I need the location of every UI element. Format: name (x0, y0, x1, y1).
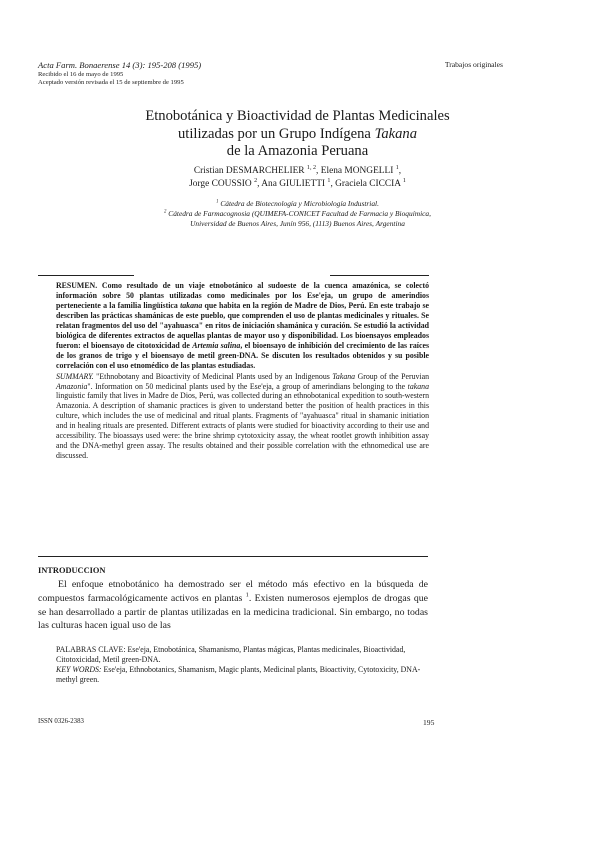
summary-text: ". Information on 50 medicinal plants used by the Ese'eja, a group of amerindians belonging to the (87, 381, 406, 391)
divider-abstract-end (38, 556, 428, 557)
affil-text: Cátedra de Biotecnología y Microbiología Industrial. (220, 199, 379, 208)
resumen-label: RESUMEN. (56, 281, 98, 290)
affil-text: Cátedra de Farmacognosia (QUIMEFA-CONICET Facultad de Farmacia y Bioquímica, (168, 209, 431, 218)
title-line-1: Etnobotánica y Bioactividad de Plantas Medicinales (145, 108, 450, 124)
intro-text: . Existen numerosos ejemplos de drogas que se han desarrollado a partir de plantas utilizadas en la medicina tradicional. Sin embargo, no todas las culturas hacen igual uso de las (38, 592, 429, 632)
resumen (56, 281, 429, 371)
authors-line-1: Cristian DESMARCHELIER $^{1, 2}$, Elena MONGELLI $^1$, (193, 164, 402, 176)
palabras-clave (56, 645, 429, 665)
resumen-text: Como resultado de un viaje etnobotánico al sudoeste de la cuenca amazónica, se colectó información sobre 50 plantas utilizadas como medicinales por los Ese'eja, un grupo de amerindios perteneciente a la familia lingüística (56, 281, 429, 310)
summary (56, 372, 429, 462)
affil-mark: 2 (164, 209, 167, 215)
key-words-label: KEY WORDS: (56, 664, 102, 674)
key-words-text: Ese'eja, Ethnobotanics, Shamanism, Magic plants, Medicinal plants, Bioactivity, Cytotoxicity, DNA-methyl green. (56, 664, 421, 684)
abstract-block (56, 281, 429, 461)
accepted-date: Aceptado versión revisada el 15 de septiembre de 1995 (38, 79, 184, 86)
section-heading-introduction: INTRODUCCION (38, 566, 106, 575)
submission-dates (38, 71, 184, 87)
section-label: Trabajos originales (444, 60, 503, 69)
key-words (56, 665, 429, 685)
affiliation-1 (0, 199, 595, 209)
divider-right (330, 275, 429, 276)
author-name: Cristian DESMARCHELIER (193, 166, 305, 176)
author-name: Ana GIULIETTI (261, 178, 326, 189)
palabras-clave-label: PALABRAS CLAVE: (56, 645, 126, 654)
author-affil-mark: 1, 2 (306, 164, 317, 171)
citation-ref: 1 (245, 591, 249, 599)
page-number: 195 (423, 718, 435, 727)
author-affil-mark: 1 (395, 164, 399, 171)
summary-text: linguistic family that lives in Madre de Dios, Perú, was collected during an ethnobotanical expedition to south-western Amazonia. A description of shamanic practices is given to understand better the position of health practices in this culture, which includes the use of medicinal and ritual plants. Fragments of "ayahuasca" ritual in shamanic initiation and in healing rituals are presented. Different extracts of plants were studied for bioactivity according to their use and accessibility. The bioassays used were: the brine shrimp cytotoxicity assay, the wheat rootlet growth inhibition assay and the DNA-methyl green assay. The results obtained and their possible correlation with the ethnomedical use are discussed. (56, 391, 429, 461)
author-list (0, 165, 595, 190)
author-name: Elena MONGELLI (320, 166, 394, 176)
intro-paragraph (38, 578, 428, 633)
summary-text: "Ethnobotany and Bioactivity of Medicinal Plants used by an Indigenous (96, 371, 330, 381)
received-date: Recibido el 16 de mayo de 1995 (38, 71, 124, 78)
intro-text: El enfoque etnobotánico ha demostrado ser el método más efectivo en la búsqueda de compuestos farmacológicamente activos en plantas (38, 579, 428, 604)
affiliations (0, 199, 595, 229)
title-line-3: de la Amazonia Peruana (226, 143, 369, 160)
article-title (0, 108, 595, 161)
journal-citation: Acta Farm. Bonaerense 14 (3): 195-208 (1995) (38, 60, 202, 70)
resumen-artemia: Artemia salina (192, 340, 241, 350)
author-affil-mark: 1 (327, 177, 331, 184)
summary-label: SUMMARY. (56, 371, 94, 381)
keywords-block (56, 645, 429, 685)
divider-left (38, 275, 134, 276)
affiliation-2-cont: Universidad de Buenos Aires, Junín 956, (1113) Buenos Aires, Argentina (190, 219, 405, 228)
title-takana: Takana (374, 125, 418, 142)
title-line-2-text: utilizadas por un Grupo Indígena (177, 125, 371, 142)
resumen-takana: takana (180, 300, 203, 310)
issn: ISSN 0326-2383 (38, 718, 84, 725)
summary-takana: Takana (332, 371, 356, 381)
palabras-clave-text: Ese'eja, Etnobotánica, Shamanismo, Plantas mágicas, Plantas medicinales, Bioactividad, Citotoxicidad, Metil green-DNA. (56, 645, 406, 664)
resumen-text: , el bioensayo de inhibición del crecimiento de las raíces de los granos de trigo y el bioensayo de metil green-DNA. Se discuten los resultados obtenidos y su posible correlación con el uso etnomédico de las plantas estudiadas. (56, 340, 430, 370)
author-name: Graciela CICCIA (335, 178, 401, 189)
summary-text: Group of the Peruvian (357, 371, 429, 381)
author-affil-mark: 2 (254, 177, 258, 184)
author-name: Jorge COUSSIO (189, 178, 252, 189)
affil-mark: 1 (216, 199, 219, 205)
authors-line-2: Jorge COUSSIO $^2$, Ana GIULIETTI $^1$, Graciela CICCIA $^1$ (189, 177, 406, 189)
resumen-text: que habita en la región de Madre de Dios, Perú. En este trabajo se describen las prácticas shamánicas de este pueblo, que comprenden el uso de plantas medicinales y rituales. Se relatan fragmentos del uso del "ayahuasca" en ritos de iniciación shamánica y curación. Se estudió la actividad biológica de diferentes extractos de aquellas plantas de mayor uso y disponibilidad. Los bioensayos empleados fueron: el bioensayo de citotoxicidad de (56, 300, 430, 350)
author-affil-mark: 1 (402, 177, 406, 184)
summary-takana-2: takana (407, 381, 429, 391)
affiliation-2 (0, 209, 595, 219)
summary-amazonia: Amazonia (56, 381, 88, 391)
title-line-2 (0, 126, 595, 144)
